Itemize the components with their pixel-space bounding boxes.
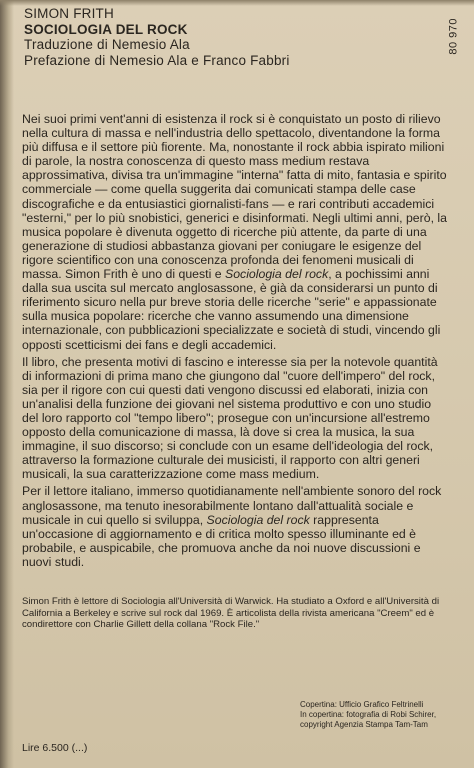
cover-credits <box>300 700 460 731</box>
blurb <box>22 112 450 572</box>
author-name: SIMON FRITH <box>24 6 114 21</box>
preface-credit: Prefazione di Nemesio Ala e Franco Fabbri <box>24 52 290 68</box>
author-bio: Simon Frith è lettore di Sociologia all'Università di Warwick. Ha studiato a Oxford e all'Università di California a Berkeley e scrive sul rock dal 1969. È articolista della rivista americana "Creem" ed è condirettore con Charlie Gillett della collana "Rock File." <box>22 596 440 631</box>
cover-design-credit: Copertina: Ufficio Grafico Feltrinelli <box>300 700 424 709</box>
cover-photo-credit: In copertina: fotografia di Robi Schirer, copyright Agenzia Stampa Tam-Tam <box>300 710 437 730</box>
price-label: Lire 6.500 (...) <box>22 742 88 754</box>
translator-credit: Traduzione di Nemesio Ala <box>24 37 190 52</box>
book-title: SOCIOLOGIA DEL ROCK <box>24 21 188 37</box>
blurb-paragraph-2: Il libro, che presenta motivi di fascino e interesse sia per la notevole quantità di informazioni di prima mano che giungono dal "cuore dell'impero" del rock, sia per il rigore con cui questi dati vengono discussi ed elaborati, inizia con un'analisi della funzione dei giovani nel sistema produttivo e con uno studio del loro rapporto col "tempo libero"; prosegue con un'incursione all'estremo opposto della comunicazione di massa, là dove si crea la musica, la sua immagine, il suo discorso; si conclude con un esame dell'ideologia del rock, attraverso la formazione culturale dei musicisti, il rapporto con altri generi musicali, la sua caratterizzazione come mass medium. <box>22 354 438 482</box>
book-header <box>24 6 424 68</box>
blurb-paragraph-1 <box>22 112 450 352</box>
blurb-p3-text-a: Per il lettore italiano, immerso quotidianamente nell'ambiente sonoro del rock anglosassone, ma tenuto inesorabilmente lontano dall'attualità sociale e musicale in cui quello si sviluppa, <box>22 484 442 527</box>
cover-spine-shadow <box>0 0 14 768</box>
blurb-p3-text-b: rappresenta un'occasione di aggiornamento e di critica molto spesso illuminante ed è probabile, e auspicabile, che promuova anche da noi nuove discussioni e nuovi studi. <box>22 512 421 569</box>
catalog-code: 80 970 <box>448 18 460 55</box>
blurb-paragraph-3 <box>22 484 450 569</box>
blurb-p1-title: Sociologia del rock <box>225 267 329 282</box>
blurb-p1-text-a: Nei suoi primi vent'anni di esistenza il rock si è conquistato un posto di rilievo nella cultura di massa e nell'industria dello spettacolo, diventandone la forma più diffusa e il settore più fiorente. Ma, nonostante il rock abbia ispirato milioni di parole, la nostra conoscenza di questo mass medium restava approssimativa, divisa tra un'immagine "interna" fatta di mito, fantasia e spirito commerciale — come quella suggerita dai comunicati stampa delle case discografiche e da entusiastici giornalisti-fans — e rari contributi accademici "esterni," per lo più snobistici, generici e disinformati. Negli ultimi anni, però, la musica popolare è divenuta oggetto di ricerche più attente, da parte di una generazione di studiosi abbastanza giovani per coniugare le esigenze del rigore scientifico con una conoscenza profonda dei fenomeni musicali di massa. Simon Frith è uno di questi e <box>22 112 447 282</box>
blurb-p1-text-b: , a pochissimi anni dalla sua uscita sul mercato anglosassone, è già da considerarsi un punto di riferimento sicuro nella pur breve storia delle ricerche "serie" e appassionate sulla musica popolare: ricerche che vanno assumendo una dimensione internazionale, con pubblicazioni specializzate e società di studi, vincendo gli opposti scetticismi dei fans e degli accademici. <box>22 267 441 352</box>
blurb-p3-title: Sociologia del rock <box>206 512 310 527</box>
